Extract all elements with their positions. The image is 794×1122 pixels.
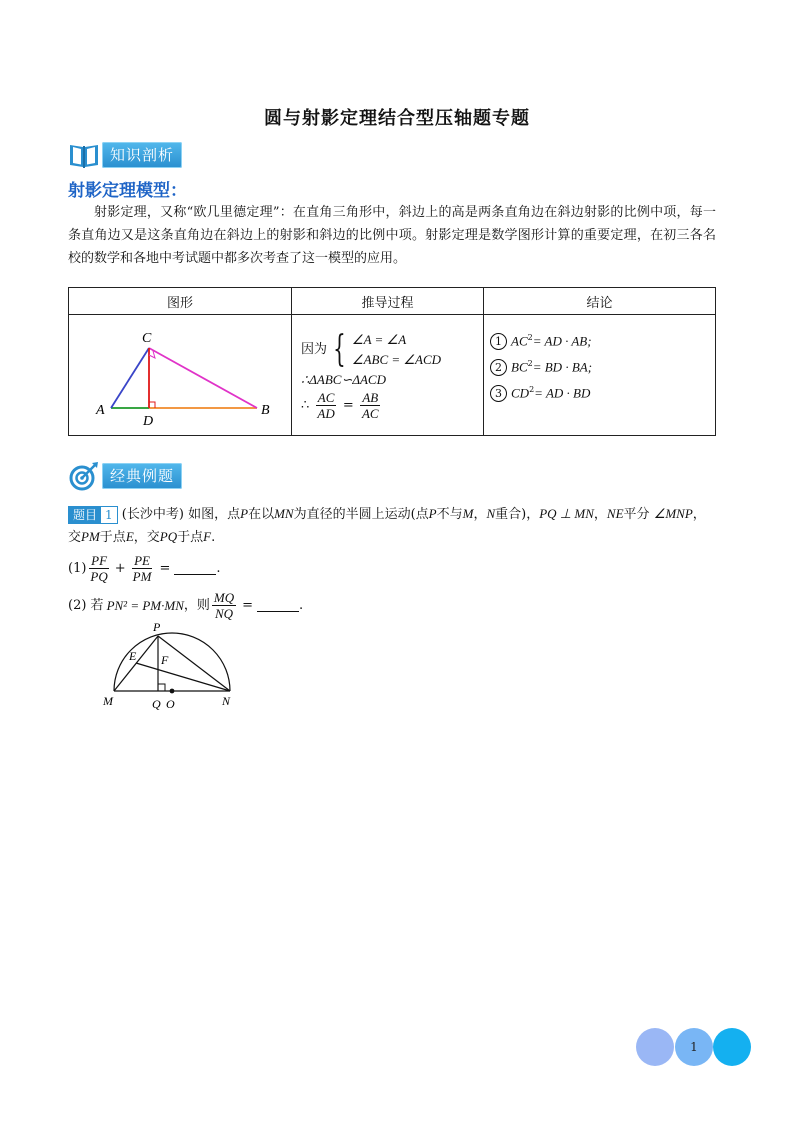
book-icon bbox=[68, 141, 100, 169]
label-A: A bbox=[96, 403, 105, 418]
page-title: 圆与射影定理结合型压轴题专题 bbox=[264, 108, 530, 129]
condition-expression: PN² = PM·MN bbox=[106, 597, 184, 613]
stem-text: . bbox=[211, 530, 216, 545]
derivation-line-1: ∠A = ∠A bbox=[351, 331, 407, 347]
label-Q: Q bbox=[152, 697, 161, 711]
header-derivation: 推导过程 bbox=[292, 288, 484, 315]
problem-stem bbox=[68, 503, 718, 549]
stem-text: 于点 bbox=[177, 530, 204, 545]
figure-cell bbox=[69, 315, 292, 436]
conclusion-lhs: AC bbox=[511, 332, 528, 348]
stem-text: ，交 bbox=[133, 530, 160, 545]
because-text: 因为 bbox=[301, 341, 328, 357]
label-E: E bbox=[129, 649, 137, 663]
fraction-AC-AD bbox=[315, 390, 336, 421]
var-F: F bbox=[203, 529, 212, 544]
table-header-row bbox=[69, 288, 716, 315]
stem-text: 重合)， bbox=[495, 507, 540, 522]
fraction-PF-PQ bbox=[88, 553, 109, 584]
right-angle-mark-Q bbox=[158, 684, 165, 691]
derivation-cell bbox=[292, 315, 484, 436]
stem-text: 不与 bbox=[436, 507, 463, 522]
problem-block bbox=[68, 503, 718, 621]
knowledge-banner-label: 知识剖析 bbox=[102, 142, 182, 168]
decor-circle-left bbox=[636, 1028, 674, 1066]
equals-sign: = bbox=[342, 397, 354, 413]
stem-text: ， bbox=[593, 507, 607, 522]
label-P: P bbox=[153, 620, 161, 634]
fraction-denominator: AC bbox=[361, 405, 379, 421]
page-number: 1 bbox=[690, 1040, 698, 1054]
superscript: 2 bbox=[527, 358, 533, 368]
semicircle-figure bbox=[96, 612, 246, 712]
stem-text: ，则 bbox=[183, 597, 210, 613]
stem-text: 平分 bbox=[623, 507, 650, 522]
conclusion-cell bbox=[484, 315, 716, 436]
section-heading: 射影定理模型： bbox=[68, 181, 187, 201]
stem-text: 于点 bbox=[99, 530, 126, 545]
ratio-line bbox=[301, 390, 483, 421]
stem-text: ， bbox=[473, 507, 487, 522]
var-NE: NE bbox=[606, 506, 624, 521]
equals-sign: = bbox=[242, 597, 254, 613]
fraction-denominator: NQ bbox=[214, 606, 234, 621]
fraction-AB-AC bbox=[360, 390, 381, 421]
label-C: C bbox=[142, 331, 152, 346]
stem-text: 为直径的半圆上运动(点 bbox=[293, 507, 429, 522]
segment-CB bbox=[149, 348, 257, 408]
stem-text: 在以 bbox=[248, 507, 275, 522]
derivation-line-3: ∴ΔABC∽ΔACD bbox=[301, 371, 386, 387]
problem-source: (长沙中考) bbox=[121, 507, 184, 522]
stem-text: . bbox=[216, 560, 221, 576]
var-P: P bbox=[428, 506, 437, 521]
label-B: B bbox=[261, 403, 270, 418]
problem-badge bbox=[68, 506, 118, 524]
chord-PN bbox=[158, 636, 230, 691]
label-M: M bbox=[103, 694, 113, 708]
equals-sign: = bbox=[159, 560, 171, 576]
stem-text: ，交 bbox=[68, 507, 706, 545]
fraction-PE-PM bbox=[131, 553, 154, 584]
fraction-numerator: PE bbox=[134, 553, 150, 568]
plus-sign: + bbox=[114, 560, 126, 576]
circled-number: 1 bbox=[490, 333, 507, 350]
page-number-badge bbox=[636, 1027, 752, 1067]
examples-banner bbox=[68, 460, 182, 492]
var-MN: MN bbox=[274, 506, 294, 521]
fraction-numerator: AC bbox=[317, 389, 335, 405]
fraction-denominator: PQ bbox=[90, 569, 108, 584]
label-D: D bbox=[143, 414, 154, 429]
fraction-numerator: PF bbox=[91, 553, 108, 568]
knowledge-banner bbox=[68, 141, 182, 169]
badge-number: 1 bbox=[105, 507, 113, 522]
badge-label: 题目 bbox=[69, 507, 101, 523]
target-icon bbox=[68, 460, 100, 492]
label-F: F bbox=[161, 653, 169, 667]
decor-circle-right bbox=[713, 1028, 751, 1066]
left-brace: { bbox=[333, 328, 346, 370]
conclusion-rhs: = BD · BA; bbox=[532, 359, 593, 375]
conclusion-item bbox=[490, 327, 715, 353]
var-PM: PM bbox=[81, 529, 100, 544]
perp-expression: PQ ⊥ MN bbox=[539, 506, 594, 521]
therefore-symbol: ∴ bbox=[301, 397, 310, 413]
fraction-numerator: MQ bbox=[213, 590, 235, 605]
fraction-numerator: AB bbox=[362, 389, 379, 405]
conclusion-rhs: = AD · AB; bbox=[532, 332, 592, 348]
circled-number: 2 bbox=[490, 359, 507, 376]
fraction-denominator: AD bbox=[317, 405, 335, 421]
var-N: N bbox=[486, 506, 496, 521]
center-O bbox=[170, 689, 175, 694]
var-PQ: PQ bbox=[159, 529, 178, 544]
conclusion-item bbox=[490, 353, 715, 379]
fraction-denominator: PM bbox=[132, 569, 152, 584]
header-figure: 图形 bbox=[69, 288, 292, 315]
label-O: O bbox=[166, 697, 175, 711]
angle-MNP: ∠MNP bbox=[653, 506, 693, 521]
var-E: E bbox=[125, 529, 134, 544]
decor-circle-middle bbox=[675, 1028, 713, 1066]
conclusion-lhs: BC bbox=[511, 359, 528, 375]
because-block bbox=[301, 330, 483, 370]
right-triangle-diagram bbox=[69, 315, 289, 431]
circled-number: 3 bbox=[490, 385, 507, 402]
superscript: 2 bbox=[529, 385, 535, 395]
intro-paragraph: 射影定理，又称“欧几里德定理”：在直角三角形中，斜边上的高是两条直角边在斜边射影的比例中项，每一条直角边又是这条直角边在斜边上的射影和斜边的比例中项。射影定理是数学图形计算的重要定理，在初三各名校的数学和各地中考试题中都多次考查了这一模型的应用。 bbox=[68, 205, 716, 266]
label-N: N bbox=[222, 694, 231, 708]
header-conclusion: 结论 bbox=[484, 288, 716, 315]
examples-banner-label: 经典例题 bbox=[102, 463, 182, 489]
answer-blank-1[interactable] bbox=[174, 562, 216, 575]
question-1-label: (1) bbox=[68, 560, 87, 576]
conclusion-rhs: = AD · BD bbox=[534, 385, 591, 401]
table-body-row bbox=[69, 315, 716, 436]
stem-text: . bbox=[299, 597, 304, 613]
question-1 bbox=[68, 553, 718, 584]
var-M: M bbox=[462, 506, 474, 521]
conclusion-lhs: CD bbox=[511, 385, 530, 401]
segment-NE bbox=[136, 663, 230, 691]
superscript: 2 bbox=[527, 332, 533, 342]
stem-text: 如图，点 bbox=[188, 507, 241, 522]
answer-blank-2[interactable] bbox=[257, 599, 299, 612]
var-P: P bbox=[240, 506, 249, 521]
question-2-label: (2) 若 bbox=[68, 597, 104, 613]
conclusion-item bbox=[490, 379, 715, 405]
theorem-table bbox=[68, 287, 716, 436]
segment-AC bbox=[111, 348, 149, 408]
derivation-line-2: ∠ABC = ∠ACD bbox=[351, 351, 442, 367]
